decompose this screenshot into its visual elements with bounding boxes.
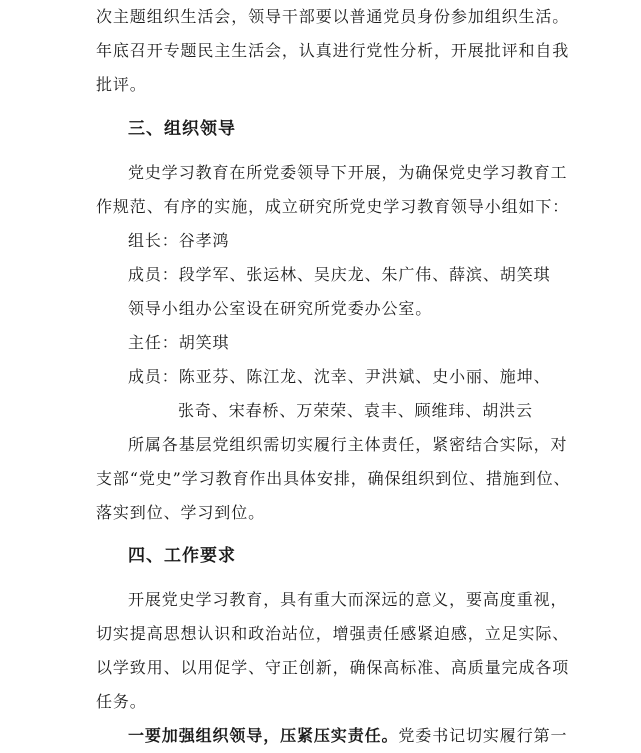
section-3-para-1-line-2: 作规范、有序的实施，成立研究所党史学习教育领导小组如下： [96,197,570,216]
section-4-para-1-line-2: 切实提高思想认识和政治站位，增强责任感紧迫感，立足实际、 [96,624,570,643]
section-3-para-2-line-1: 所属各基层党组织需切实履行主体责任，紧密结合实际，对 [128,435,568,454]
section-4-para-1-line-3: 以学致用、以用促学、守正创新，确保高标准、高质量完成各项 [96,658,570,677]
office-members-line-2: 张奇、宋春桥、万荣荣、袁丰、顾维玮、胡洪云 [178,401,533,420]
section-4-para-2-text: 党委书记切实履行第一 [398,726,568,745]
section-4-para-2-bold-lead: 一要加强组织领导，压紧压实责任。 [128,726,399,745]
intro-line-2: 年底召开专题民主生活会，认真进行党性分析，开展批评和自我 [96,41,570,60]
office-members-line-1: 成员：陈亚芬、陈江龙、沈幸、尹洪斌、史小丽、施坤、 [128,367,551,386]
group-leader-line: 组长：谷孝鸿 [128,231,230,250]
section-3-para-2-line-2: 支部“党史”学习教育作出具体安排，确保组织到位、措施到位、 [96,469,571,488]
section-3-heading: 三、组织领导 [128,119,236,139]
section-3-para-2-line-3: 落实到位、学习到位。 [96,503,266,522]
group-members-line: 成员：段学军、张运林、吴庆龙、朱广伟、薛滨、胡笑琪 [128,265,551,284]
office-director-line: 主任：胡笑琪 [128,333,230,352]
office-location-line: 领导小组办公室设在研究所党委办公室。 [128,299,433,318]
section-3-para-1-line-1: 党史学习教育在所党委领导下开展，为确保党史学习教育工 [128,163,568,182]
intro-line-1: 次主题组织生活会，领导干部要以普通党员身份参加组织生活。 [96,7,570,26]
section-4-para-1-line-1: 开展党史学习教育，具有重大而深远的意义，要高度重视， [128,590,568,609]
section-4-para-1-line-4: 任务。 [96,692,147,711]
section-4-heading: 四、工作要求 [128,546,236,566]
section-4-para-2-line-1 [128,725,567,747]
intro-line-3: 批评。 [96,75,147,94]
